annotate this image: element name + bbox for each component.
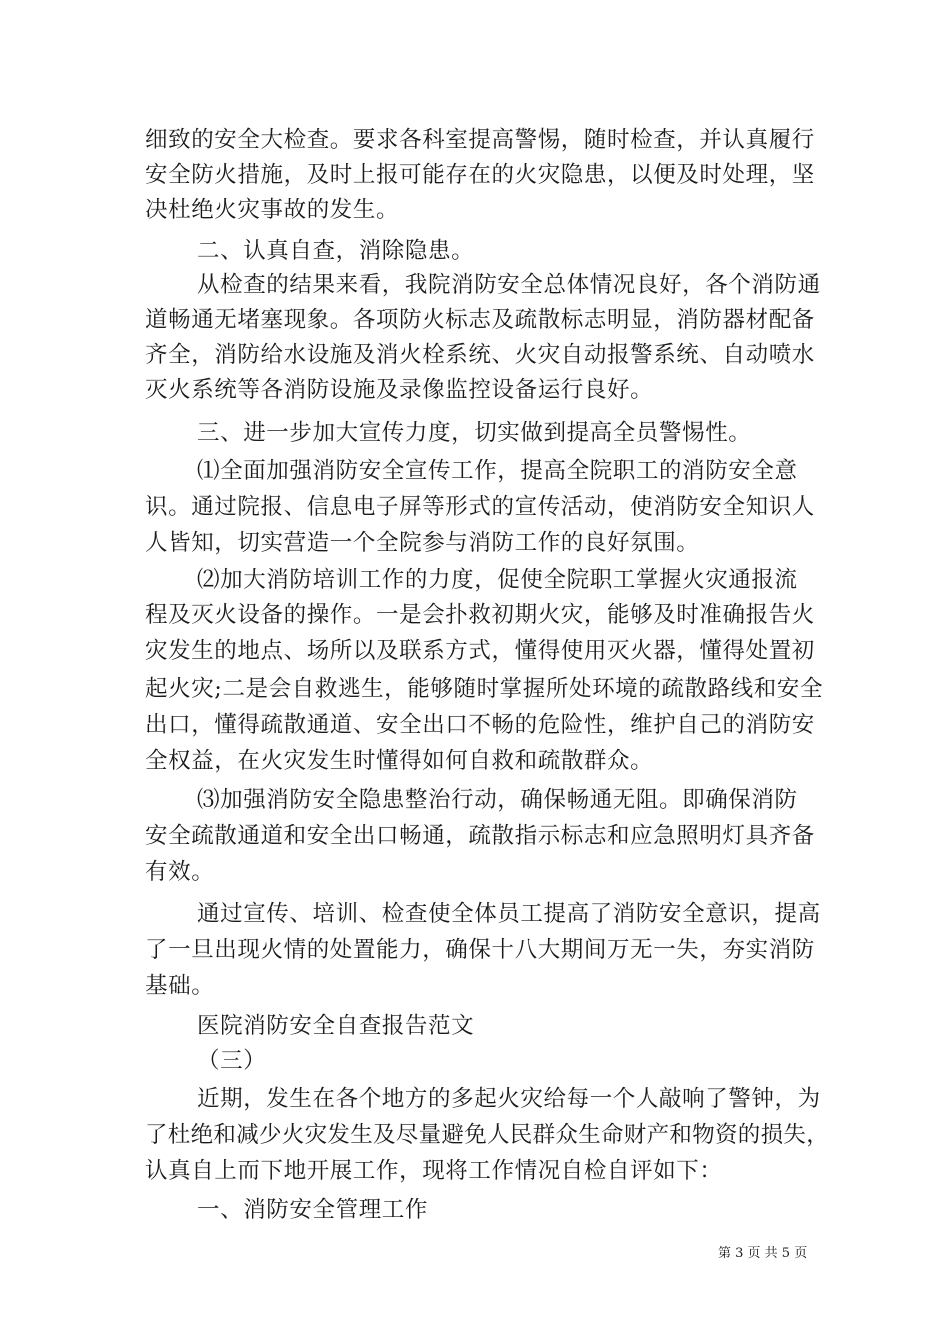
page-number: 第 3 页 共 5 页 — [718, 1246, 808, 1261]
text-line: 近期，发生在各个地方的多起火灾给每一个人敲响了警钟，为 — [197, 1086, 821, 1112]
text-line: 基础。 — [145, 973, 215, 999]
text-line: 从检查的结果来看，我院消防安全总体情况良好，各个消防通 — [197, 272, 821, 298]
text-line: ⑴全面加强消防安全宣传工作，提高全院职工的消防安全意 — [197, 458, 798, 484]
section-heading: 一、消防安全管理工作 — [197, 1197, 429, 1223]
text-line: ⑶加强消防安全隐患整治行动，确保畅通无阻。即确保消防 — [197, 787, 798, 813]
text-line: 齐全，消防给水设施及消火栓系统、火灾自动报警系统、自动喷水 — [145, 342, 815, 368]
section-heading: 二、认真自查，消除隐患。 — [197, 238, 475, 264]
text-line: 了杜绝和减少火灾发生及尽量避免人民群众生命财产和物资的损失， — [145, 1122, 830, 1148]
text-line: 决杜绝火灾事故的发生。 — [145, 197, 400, 223]
text-line: 有效。 — [145, 859, 215, 885]
text-line: 认真自上而下地开展工作，现将工作情况自检自评如下： — [145, 1158, 723, 1184]
text-line: 通过宣传、培训、检查使全体员工提高了消防安全意识，提高 — [197, 901, 821, 927]
text-line: 程及灭火设备的操作。一是会扑救初期火灾，能够及时准确报告火 — [145, 602, 815, 628]
text-line: 灭火系统等各消防设施及录像监控设备运行良好。 — [145, 377, 654, 403]
text-line: 安全疏散通道和安全出口畅通，疏散指示标志和应急照明灯具齐备 — [145, 823, 815, 849]
text-line: 出口，懂得疏散通道、安全出口不畅的危险性，维护自己的消防安 — [145, 712, 815, 738]
text-line: 灾发生的地点、场所以及联系方式，懂得使用灭火器，懂得处置初 — [145, 638, 815, 664]
text-line: 全权益，在火灾发生时懂得如何自救和疏散群众。 — [145, 748, 654, 774]
text-line: 安全防火措施，及时上报可能存在的火灾隐患，以便及时处理，坚 — [145, 162, 815, 188]
text-line: 起火灾;二是会自救逃生，能够随时掌握所处环境的疏散路线和安全 — [145, 676, 824, 702]
text-line: 细致的安全大检查。要求各科室提高警惕，随时检查，并认真履行 — [145, 127, 815, 153]
document-title: 医院消防安全自查报告范文 — [197, 1013, 475, 1039]
text-line: 了一旦出现火情的处置能力，确保十八大期间万无一失，夯实消防 — [145, 937, 815, 963]
text-line: 人皆知，切实营造一个全院参与消防工作的良好氛围。 — [145, 530, 700, 556]
section-number: （三） — [197, 1048, 267, 1074]
text-line: 道畅通无堵塞现象。各项防火标志及疏散标志明显，消防器材配备 — [145, 307, 815, 333]
text-line: 识。通过院报、信息电子屏等形式的宣传活动，使消防安全知识人 — [145, 494, 815, 520]
section-heading: 三、进一步加大宣传力度，切实做到提高全员警惕性。 — [197, 420, 752, 446]
text-line: ⑵加大消防培训工作的力度，促使全院职工掌握火灾通报流 — [197, 567, 798, 593]
